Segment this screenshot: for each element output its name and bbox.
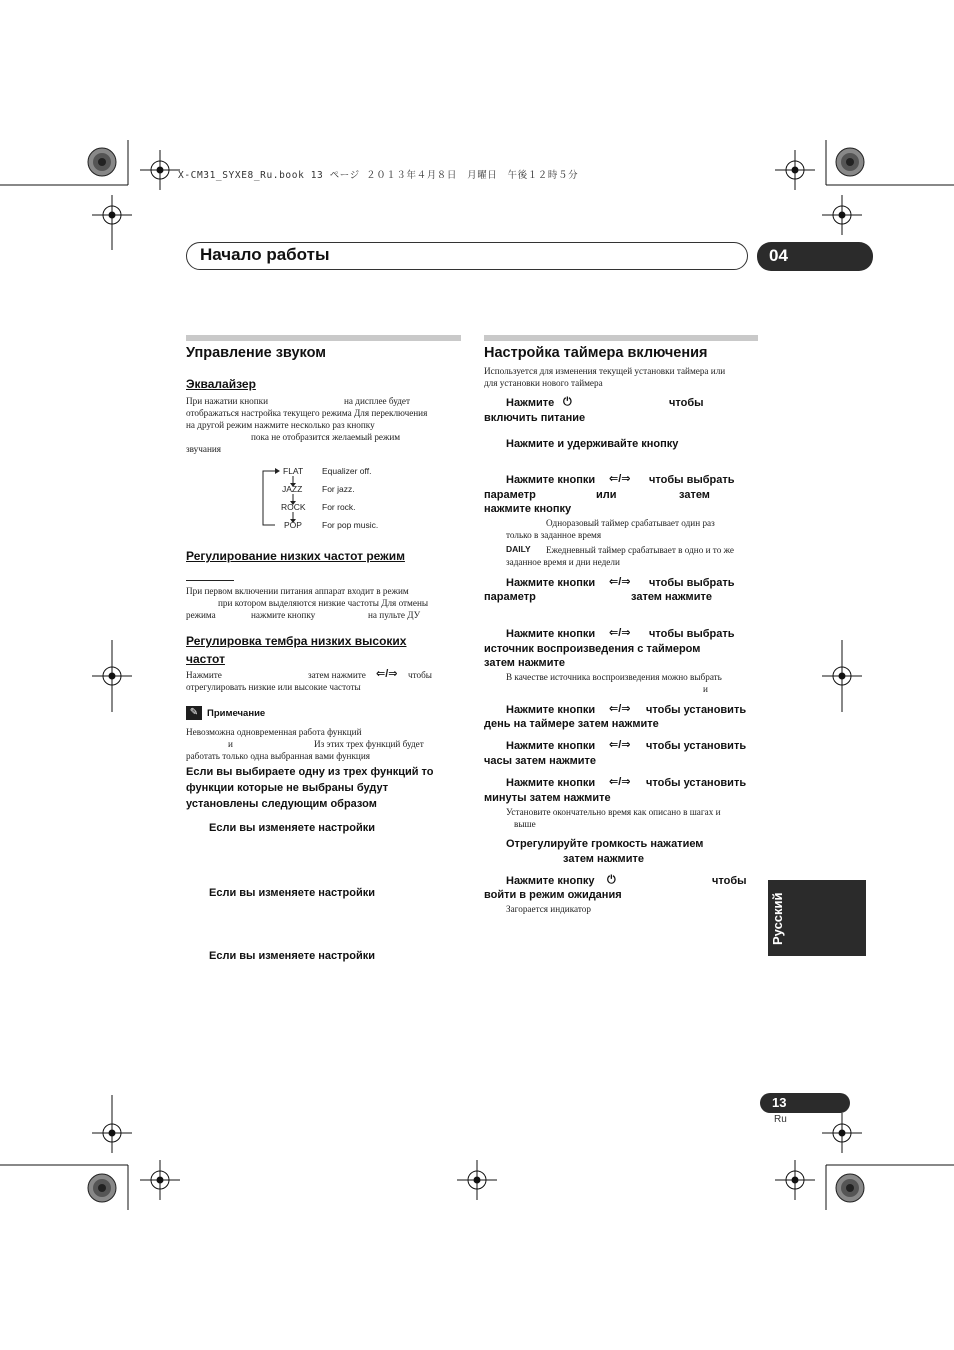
note-icon: ✎ xyxy=(186,706,202,720)
chapter-title: Начало работы xyxy=(200,245,330,264)
note-text: Невозможна одновременная работа функций xyxy=(186,727,362,737)
step-text: Нажмите xyxy=(506,397,555,409)
note-bold-text: Если вы выбираете одну из трех функций то xyxy=(186,766,434,778)
step-text: часы затем нажмите xyxy=(484,755,597,767)
left-right-arrows-icon: ⇐/⇒ xyxy=(609,703,631,715)
step-text: день на таймере затем нажмите xyxy=(484,718,659,730)
note-text: работать только одна выбранная вами функция xyxy=(186,751,370,761)
power-icon: ⏻ xyxy=(563,396,572,408)
left-right-arrows-icon: ⇐/⇒ xyxy=(609,776,631,788)
step-text: чтобы xyxy=(712,875,747,887)
note-condition: Если вы изменяете настройки xyxy=(209,950,376,962)
bass-text: режима xyxy=(186,610,216,620)
step-text: чтобы выбрать xyxy=(649,577,735,589)
step-text: Нажмите кнопки xyxy=(506,704,596,716)
step-text: затем нажмите xyxy=(563,853,644,865)
note-condition: Если вы изменяете настройки xyxy=(209,822,376,834)
eq-mode-label: JAZZ xyxy=(282,484,303,494)
crop-mark-bottom-right xyxy=(775,1113,954,1210)
step-text: затем нажмите xyxy=(484,657,565,669)
bass-text: при котором выделяются низкие частоты Для отмены xyxy=(218,598,429,608)
bass-text: При первом включении питания аппарат входит в режим xyxy=(186,586,409,596)
eq-mode-label: FLAT xyxy=(283,466,304,476)
step-detail: Одноразовый таймер срабатывает один раз xyxy=(546,518,715,528)
eq-text: При нажатии кнопки xyxy=(186,396,269,406)
step-detail: Загорается индикатор xyxy=(506,904,591,914)
step-text: затем нажмите xyxy=(631,591,712,603)
step-text: минуты затем нажмите xyxy=(484,792,611,804)
step-detail: В качестве источника воспроизведения можно выбрать xyxy=(506,672,722,682)
left-right-arrows-icon: ⇐/⇒ xyxy=(609,576,631,588)
step-text: Нажмите кнопки xyxy=(506,474,596,486)
note-label: Примечание xyxy=(207,708,266,719)
left-right-arrows-icon: ⇐/⇒ xyxy=(609,627,631,639)
tone-text: Нажмите xyxy=(186,670,222,680)
section-rule-left xyxy=(186,335,461,341)
eq-text: на другой режим нажмите несколько раз кнопку xyxy=(186,420,375,430)
step-detail: и xyxy=(703,684,708,694)
eq-text: пока не отобразится желаемый режим xyxy=(251,432,401,442)
step-text: чтобы xyxy=(669,397,704,409)
left-right-arrows-icon: ⇐/⇒ xyxy=(609,473,631,485)
eq-mode-label: ROCK xyxy=(281,502,306,512)
step-detail: заданное время и дни недели xyxy=(506,557,620,567)
note-bold-text: установлены следующим образом xyxy=(186,798,377,810)
timer-intro: Используется для изменения текущей установки таймера или xyxy=(484,366,726,376)
section-title-sound: Управление звуком xyxy=(186,345,327,361)
left-right-arrows-icon: ⇐/⇒ xyxy=(376,668,398,680)
crop-mark-bottom-center xyxy=(457,1160,497,1200)
tone-text: затем нажмите xyxy=(308,670,366,680)
bass-rule xyxy=(186,580,234,581)
eq-text: отображаться настройка текущего режима Для переключения xyxy=(186,408,428,418)
eq-text: на дисплее будет xyxy=(344,396,411,406)
step-text: Нажмите кнопку xyxy=(506,875,595,887)
eq-mode-desc: For pop music. xyxy=(322,520,379,530)
eq-text: звучания xyxy=(186,444,222,454)
page-number: 13 xyxy=(772,1095,787,1110)
tone-heading-2: частот xyxy=(186,652,225,666)
step-text: Нажмите и удерживайте кнопку xyxy=(506,438,679,450)
note-condition: Если вы изменяете настройки xyxy=(209,887,376,899)
step-text: источник воспроизведения с таймером xyxy=(484,643,701,655)
step-text: Нажмите кнопки xyxy=(506,777,596,789)
crop-mark-top-left xyxy=(0,140,180,250)
step-detail: Установите окончательно время как описано в шагах и xyxy=(506,807,721,817)
crop-mark-bottom-left xyxy=(0,1095,180,1210)
crop-mark-top-right xyxy=(775,140,954,235)
tone-text: чтобы xyxy=(408,670,432,680)
step-text: параметр xyxy=(484,489,536,501)
daily-label: DAILY xyxy=(506,544,531,554)
step-text: затем xyxy=(679,489,710,501)
book-print-line: X-CM31_SYXE8_Ru.book 13 ページ ２０１３年４月８日 月曜日 午後１２時５分 xyxy=(178,170,579,181)
step-text: Отрегулируйте громкость нажатием xyxy=(506,838,704,850)
eq-mode-desc: Equalizer off. xyxy=(322,466,372,476)
chapter-number: 04 xyxy=(769,246,788,265)
step-detail: только в заданное время xyxy=(506,530,602,540)
left-right-arrows-icon: ⇐/⇒ xyxy=(609,739,631,751)
bass-text: нажмите кнопку xyxy=(251,610,316,620)
bass-text: на пульте ДУ xyxy=(368,610,421,620)
step-text: чтобы установить xyxy=(646,740,747,752)
step-text: Нажмите кнопки xyxy=(506,740,596,752)
note-text: Из этих трех функций будет xyxy=(314,739,424,749)
step-text: Нажмите кнопки xyxy=(506,577,596,589)
step-text: включить питание xyxy=(484,412,586,424)
power-icon: ⏻ xyxy=(607,874,616,886)
eq-mode-desc: For jazz. xyxy=(322,484,355,494)
step-text: чтобы выбрать xyxy=(649,474,735,486)
step-text: Нажмите кнопки xyxy=(506,628,596,640)
step-text: войти в режим ожидания xyxy=(484,889,622,901)
eq-heading: Эквалайзер xyxy=(186,377,256,391)
step-detail: выше xyxy=(514,819,536,829)
tone-text: отрегулировать низкие или высокие частоты xyxy=(186,682,361,692)
step-text: параметр xyxy=(484,591,536,603)
note-text: и xyxy=(228,739,233,749)
tone-heading-1: Регулировка тембра низких высоких xyxy=(186,634,407,648)
eq-mode-desc: For rock. xyxy=(322,502,356,512)
page-language: Ru xyxy=(774,1114,787,1125)
step-detail: Ежедневный таймер срабатывает в одно и то же xyxy=(546,545,734,555)
note-bold-text: функции которые не выбраны будут xyxy=(186,782,389,794)
eq-mode-label: POP xyxy=(284,520,302,530)
step-text: чтобы установить xyxy=(646,777,747,789)
bass-heading: Регулирование низких частот режим xyxy=(186,549,405,563)
timer-intro: для установки нового таймера xyxy=(484,378,603,388)
step-text: нажмите кнопку xyxy=(484,503,572,515)
section-rule-right xyxy=(484,335,758,341)
language-tab-label: Русский xyxy=(770,892,785,945)
step-text: чтобы выбрать xyxy=(649,628,735,640)
step-text: чтобы установить xyxy=(646,704,747,716)
step-text: или xyxy=(596,489,617,501)
section-title-timer: Настройка таймера включения xyxy=(484,345,708,361)
